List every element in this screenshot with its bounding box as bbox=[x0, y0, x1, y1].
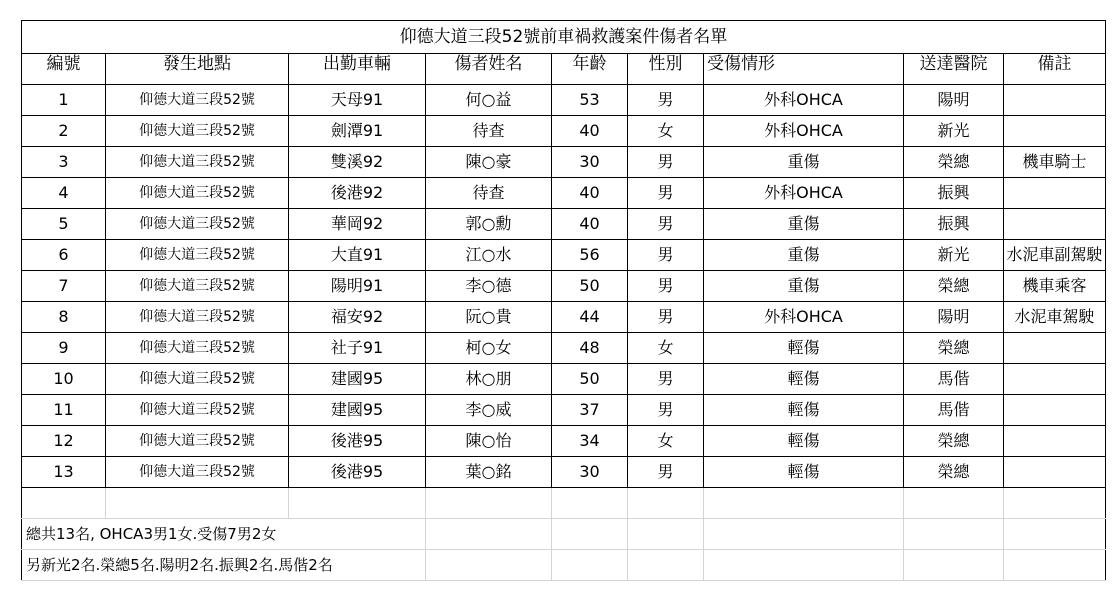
patient-age-cell: 53 bbox=[552, 85, 628, 116]
injury-status-cell: 輕傷 bbox=[704, 457, 904, 488]
patient-name-cell: 待查 bbox=[426, 116, 552, 147]
column-header: 受傷情形 bbox=[704, 54, 904, 85]
case-number-cell: 12 bbox=[22, 426, 106, 457]
column-header: 發生地點 bbox=[106, 54, 289, 85]
patient-sex-cell: 女 bbox=[628, 116, 704, 147]
patient-name-cell: 李○威 bbox=[426, 395, 552, 426]
patient-age-cell: 40 bbox=[552, 116, 628, 147]
patient-age-cell: 30 bbox=[552, 147, 628, 178]
patient-name-cell: 何○益 bbox=[426, 85, 552, 116]
destination-hospital-cell: 馬偕 bbox=[904, 364, 1004, 395]
table-row bbox=[22, 395, 1106, 426]
case-number-cell: 3 bbox=[22, 147, 106, 178]
column-header: 備註 bbox=[1004, 54, 1106, 85]
injury-status-cell: 重傷 bbox=[704, 209, 904, 240]
table-row bbox=[22, 209, 1106, 240]
patient-sex-cell: 男 bbox=[628, 395, 704, 426]
patient-age-cell: 30 bbox=[552, 457, 628, 488]
empty-cell bbox=[1004, 550, 1106, 581]
case-number-cell: 11 bbox=[22, 395, 106, 426]
injury-status-cell: 外科OHCA bbox=[704, 302, 904, 333]
destination-hospital-cell: 榮總 bbox=[904, 147, 1004, 178]
table-row bbox=[22, 240, 1106, 271]
incident-location-cell: 仰德大道三段52號 bbox=[106, 395, 289, 426]
patient-name-cell: 江○水 bbox=[426, 240, 552, 271]
remark-cell bbox=[1004, 209, 1106, 240]
empty-cell bbox=[426, 488, 552, 519]
case-number-cell: 6 bbox=[22, 240, 106, 271]
case-number-cell: 8 bbox=[22, 302, 106, 333]
destination-hospital-cell: 振興 bbox=[904, 178, 1004, 209]
case-number-cell: 13 bbox=[22, 457, 106, 488]
table-row bbox=[22, 457, 1106, 488]
empty-cell bbox=[704, 488, 904, 519]
patient-name-cell: 阮○貴 bbox=[426, 302, 552, 333]
patient-age-cell: 40 bbox=[552, 209, 628, 240]
empty-cell bbox=[904, 550, 1004, 581]
patient-name-cell: 郭○勳 bbox=[426, 209, 552, 240]
empty-cell bbox=[22, 488, 106, 519]
empty-cell bbox=[426, 519, 552, 550]
dispatch-vehicle-cell: 建國95 bbox=[289, 395, 426, 426]
column-header: 性別 bbox=[628, 54, 704, 85]
patient-sex-cell: 男 bbox=[628, 271, 704, 302]
patient-age-cell: 37 bbox=[552, 395, 628, 426]
summary-text: 另新光2名.榮總5名.陽明2名.振興2名.馬偕2名 bbox=[22, 550, 426, 581]
destination-hospital-cell: 振興 bbox=[904, 209, 1004, 240]
blank-row bbox=[22, 488, 1106, 519]
remark-cell bbox=[1004, 333, 1106, 364]
empty-cell bbox=[704, 550, 904, 581]
table-row bbox=[22, 333, 1106, 364]
destination-hospital-cell: 新光 bbox=[904, 116, 1004, 147]
patient-sex-cell: 男 bbox=[628, 240, 704, 271]
injury-status-cell: 輕傷 bbox=[704, 333, 904, 364]
patient-sex-cell: 女 bbox=[628, 426, 704, 457]
case-number-cell: 9 bbox=[22, 333, 106, 364]
empty-cell bbox=[552, 488, 628, 519]
destination-hospital-cell: 陽明 bbox=[904, 302, 1004, 333]
patient-sex-cell: 男 bbox=[628, 147, 704, 178]
case-number-cell: 1 bbox=[22, 85, 106, 116]
case-number-cell: 4 bbox=[22, 178, 106, 209]
incident-location-cell: 仰德大道三段52號 bbox=[106, 364, 289, 395]
empty-cell bbox=[552, 519, 628, 550]
empty-cell bbox=[1004, 519, 1106, 550]
injury-status-cell: 外科OHCA bbox=[704, 85, 904, 116]
table-row bbox=[22, 426, 1106, 457]
patient-age-cell: 48 bbox=[552, 333, 628, 364]
incident-location-cell: 仰德大道三段52號 bbox=[106, 333, 289, 364]
dispatch-vehicle-cell: 劍潭91 bbox=[289, 116, 426, 147]
patient-sex-cell: 男 bbox=[628, 302, 704, 333]
case-number-cell: 7 bbox=[22, 271, 106, 302]
patient-age-cell: 40 bbox=[552, 178, 628, 209]
empty-cell bbox=[628, 488, 704, 519]
remark-cell bbox=[1004, 178, 1106, 209]
table-row bbox=[22, 364, 1106, 395]
patient-name-cell: 柯○女 bbox=[426, 333, 552, 364]
destination-hospital-cell: 新光 bbox=[904, 240, 1004, 271]
patient-name-cell: 李○德 bbox=[426, 271, 552, 302]
summary-text: 總共13名, OHCA3男1女.受傷7男2女 bbox=[22, 519, 426, 550]
patient-name-cell: 陳○怡 bbox=[426, 426, 552, 457]
empty-cell bbox=[904, 519, 1004, 550]
case-number-cell: 5 bbox=[22, 209, 106, 240]
patient-name-cell: 陳○豪 bbox=[426, 147, 552, 178]
injury-status-cell: 輕傷 bbox=[704, 426, 904, 457]
remark-cell bbox=[1004, 116, 1106, 147]
patient-sex-cell: 男 bbox=[628, 178, 704, 209]
patient-age-cell: 44 bbox=[552, 302, 628, 333]
empty-cell bbox=[904, 488, 1004, 519]
patient-sex-cell: 男 bbox=[628, 209, 704, 240]
table-row bbox=[22, 302, 1106, 333]
injury-status-cell: 重傷 bbox=[704, 147, 904, 178]
dispatch-vehicle-cell: 建國95 bbox=[289, 364, 426, 395]
header-row bbox=[22, 54, 1106, 85]
remark-cell bbox=[1004, 457, 1106, 488]
dispatch-vehicle-cell: 天母91 bbox=[289, 85, 426, 116]
case-number-cell: 2 bbox=[22, 116, 106, 147]
incident-location-cell: 仰德大道三段52號 bbox=[106, 85, 289, 116]
empty-cell bbox=[106, 488, 289, 519]
table-row bbox=[22, 85, 1106, 116]
column-header: 傷者姓名 bbox=[426, 54, 552, 85]
patient-sex-cell: 男 bbox=[628, 364, 704, 395]
patient-sex-cell: 男 bbox=[628, 457, 704, 488]
column-header: 年齡 bbox=[552, 54, 628, 85]
patient-age-cell: 56 bbox=[552, 240, 628, 271]
remark-cell: 機車乘客 bbox=[1004, 271, 1106, 302]
dispatch-vehicle-cell: 華岡92 bbox=[289, 209, 426, 240]
title-row bbox=[22, 21, 1106, 54]
casualty-table bbox=[21, 20, 1106, 581]
column-header: 編號 bbox=[22, 54, 106, 85]
remark-cell bbox=[1004, 395, 1106, 426]
incident-location-cell: 仰德大道三段52號 bbox=[106, 457, 289, 488]
incident-location-cell: 仰德大道三段52號 bbox=[106, 147, 289, 178]
remark-cell: 水泥車駕駛 bbox=[1004, 302, 1106, 333]
empty-cell bbox=[704, 519, 904, 550]
summary-row bbox=[22, 550, 1106, 581]
remark-cell: 機車騎士 bbox=[1004, 147, 1106, 178]
destination-hospital-cell: 榮總 bbox=[904, 271, 1004, 302]
patient-name-cell: 林○朋 bbox=[426, 364, 552, 395]
injury-status-cell: 重傷 bbox=[704, 240, 904, 271]
destination-hospital-cell: 陽明 bbox=[904, 85, 1004, 116]
dispatch-vehicle-cell: 後港95 bbox=[289, 457, 426, 488]
table-row bbox=[22, 271, 1106, 302]
dispatch-vehicle-cell: 雙溪92 bbox=[289, 147, 426, 178]
incident-location-cell: 仰德大道三段52號 bbox=[106, 271, 289, 302]
injury-status-cell: 外科OHCA bbox=[704, 178, 904, 209]
summary-row bbox=[22, 519, 1106, 550]
injury-status-cell: 外科OHCA bbox=[704, 116, 904, 147]
incident-location-cell: 仰德大道三段52號 bbox=[106, 178, 289, 209]
destination-hospital-cell: 馬偕 bbox=[904, 395, 1004, 426]
dispatch-vehicle-cell: 福安92 bbox=[289, 302, 426, 333]
dispatch-vehicle-cell: 陽明91 bbox=[289, 271, 426, 302]
remark-cell bbox=[1004, 364, 1106, 395]
table-row bbox=[22, 178, 1106, 209]
remark-cell: 水泥車副駕駛 bbox=[1004, 240, 1106, 271]
destination-hospital-cell: 榮總 bbox=[904, 426, 1004, 457]
empty-cell bbox=[552, 550, 628, 581]
remark-cell bbox=[1004, 85, 1106, 116]
column-header: 送達醫院 bbox=[904, 54, 1004, 85]
table-row bbox=[22, 116, 1106, 147]
case-number-cell: 10 bbox=[22, 364, 106, 395]
patient-sex-cell: 女 bbox=[628, 333, 704, 364]
incident-location-cell: 仰德大道三段52號 bbox=[106, 209, 289, 240]
patient-age-cell: 50 bbox=[552, 364, 628, 395]
injury-status-cell: 輕傷 bbox=[704, 364, 904, 395]
remark-cell bbox=[1004, 426, 1106, 457]
destination-hospital-cell: 榮總 bbox=[904, 333, 1004, 364]
patient-sex-cell: 男 bbox=[628, 85, 704, 116]
empty-cell bbox=[628, 550, 704, 581]
patient-name-cell: 待查 bbox=[426, 178, 552, 209]
empty-cell bbox=[289, 488, 426, 519]
incident-location-cell: 仰德大道三段52號 bbox=[106, 116, 289, 147]
incident-location-cell: 仰德大道三段52號 bbox=[106, 302, 289, 333]
incident-location-cell: 仰德大道三段52號 bbox=[106, 240, 289, 271]
dispatch-vehicle-cell: 大直91 bbox=[289, 240, 426, 271]
empty-cell bbox=[426, 550, 552, 581]
table-row bbox=[22, 147, 1106, 178]
empty-cell bbox=[628, 519, 704, 550]
injury-status-cell: 輕傷 bbox=[704, 395, 904, 426]
injury-status-cell: 重傷 bbox=[704, 271, 904, 302]
destination-hospital-cell: 榮總 bbox=[904, 457, 1004, 488]
dispatch-vehicle-cell: 後港92 bbox=[289, 178, 426, 209]
patient-age-cell: 50 bbox=[552, 271, 628, 302]
patient-age-cell: 34 bbox=[552, 426, 628, 457]
table-title: 仰德大道三段52號前車禍救護案件傷者名單 bbox=[22, 21, 1106, 54]
dispatch-vehicle-cell: 後港95 bbox=[289, 426, 426, 457]
patient-name-cell: 葉○銘 bbox=[426, 457, 552, 488]
column-header: 出勤車輛 bbox=[289, 54, 426, 85]
empty-cell bbox=[1004, 488, 1106, 519]
dispatch-vehicle-cell: 社子91 bbox=[289, 333, 426, 364]
incident-location-cell: 仰德大道三段52號 bbox=[106, 426, 289, 457]
